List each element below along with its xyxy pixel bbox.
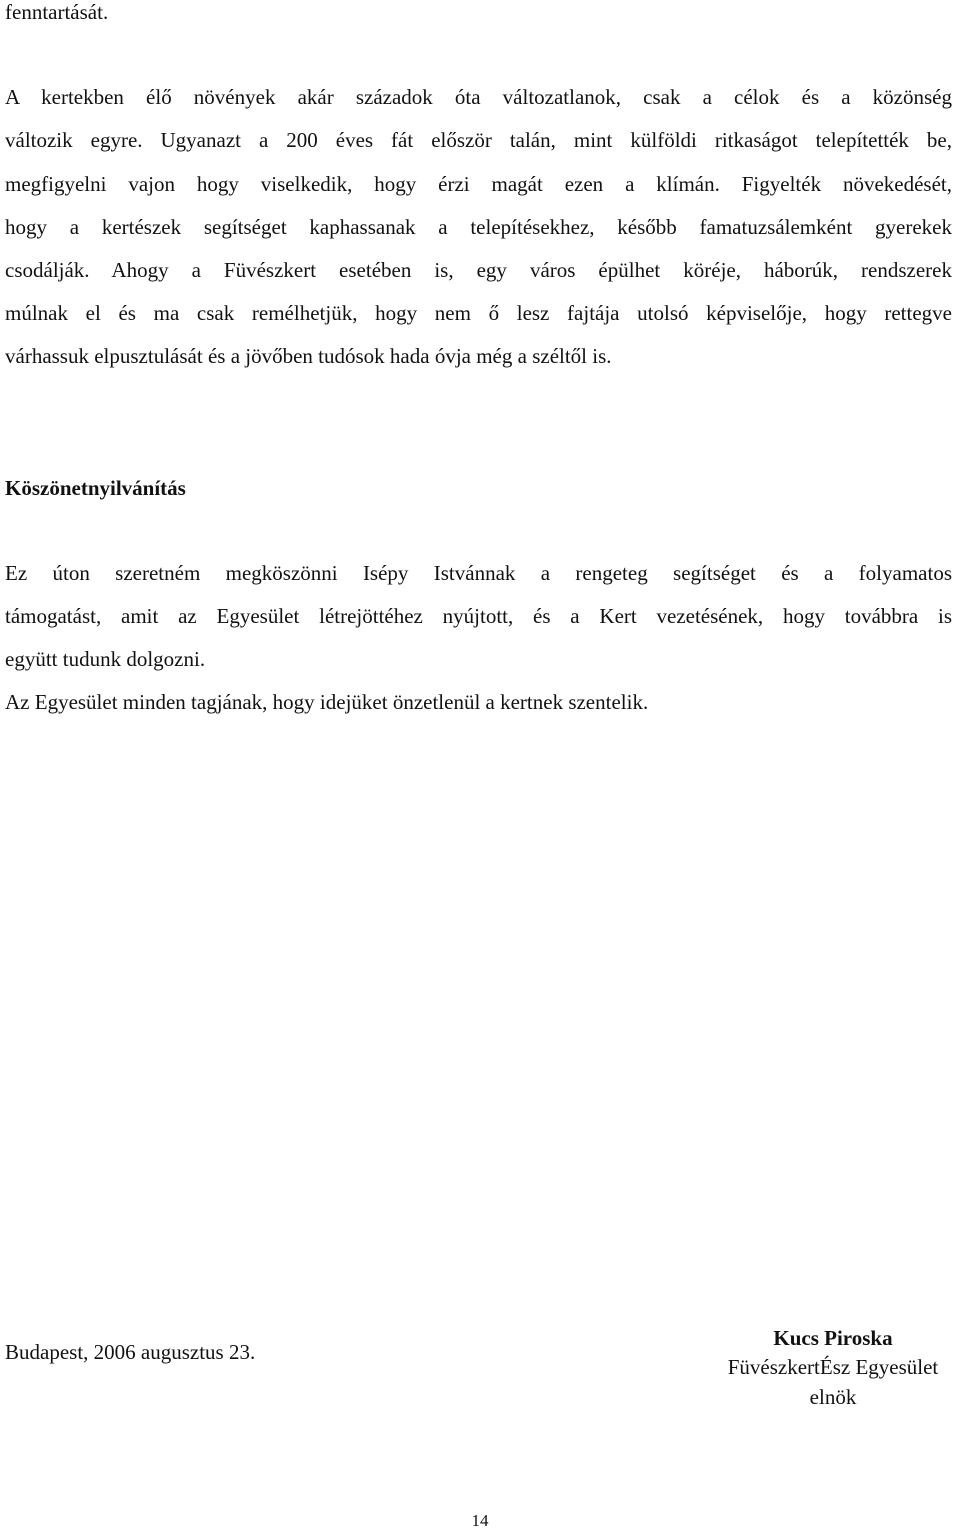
paragraph-continuation: fenntartását. (5, 0, 109, 24)
paragraph-line: Ez úton szeretném megköszönni Isépy Istvánnak a rengeteg segítséget és a folyamatos (5, 561, 952, 585)
paragraph-line: megfigyelni vajon hogy viselkedik, hogy érzi magát ezen a klímán. Figyelték növekedését, (5, 172, 952, 196)
signature-organization: FüvészkertÉsz Egyesület (727, 1355, 939, 1379)
page-number: 14 (471, 1511, 489, 1530)
place-date: Budapest, 2006 augusztus 23. (5, 1340, 256, 1364)
paragraph-line: A kertekben élő növények akár századok óta változatlanok, csak a célok és a közönség (5, 85, 952, 109)
paragraph-line: csodálják. Ahogy a Füvészkert esetében is, egy város épülhet köréje, háborúk, rendszerek (5, 258, 952, 282)
acknowledgement-paragraph: Az Egyesület minden tagjának, hogy idejüket önzetlenül a kertnek szentelik. (5, 690, 649, 714)
signature-name: Kucs Piroska (773, 1326, 893, 1350)
paragraph-line: várhassuk elpusztulását és a jövőben tudósok hada óvja még a széltől is. (5, 344, 612, 368)
section-heading: Köszönetnyilvánítás (5, 476, 186, 500)
paragraph-line: együtt tudunk dolgozni. (5, 647, 206, 671)
paragraph-line: múlnak el és ma csak remélhetjük, hogy nem ő lesz fajtája utolsó képviselője, hogy rettegve (5, 301, 952, 325)
paragraph-line: hogy a kertészek segítséget kaphassanak a telepítésekhez, később famatuzsálemként gyerekek (5, 215, 952, 239)
paragraph-line: támogatást, amit az Egyesület létrejöttéhez nyújtott, és a Kert vezetésének, hogy továbbra is (5, 604, 952, 628)
paragraph-line: változik egyre. Ugyanazt a 200 éves fát először talán, mint külföldi ritkaságot telepítették be, (5, 128, 952, 152)
signature-role: elnök (809, 1385, 857, 1409)
